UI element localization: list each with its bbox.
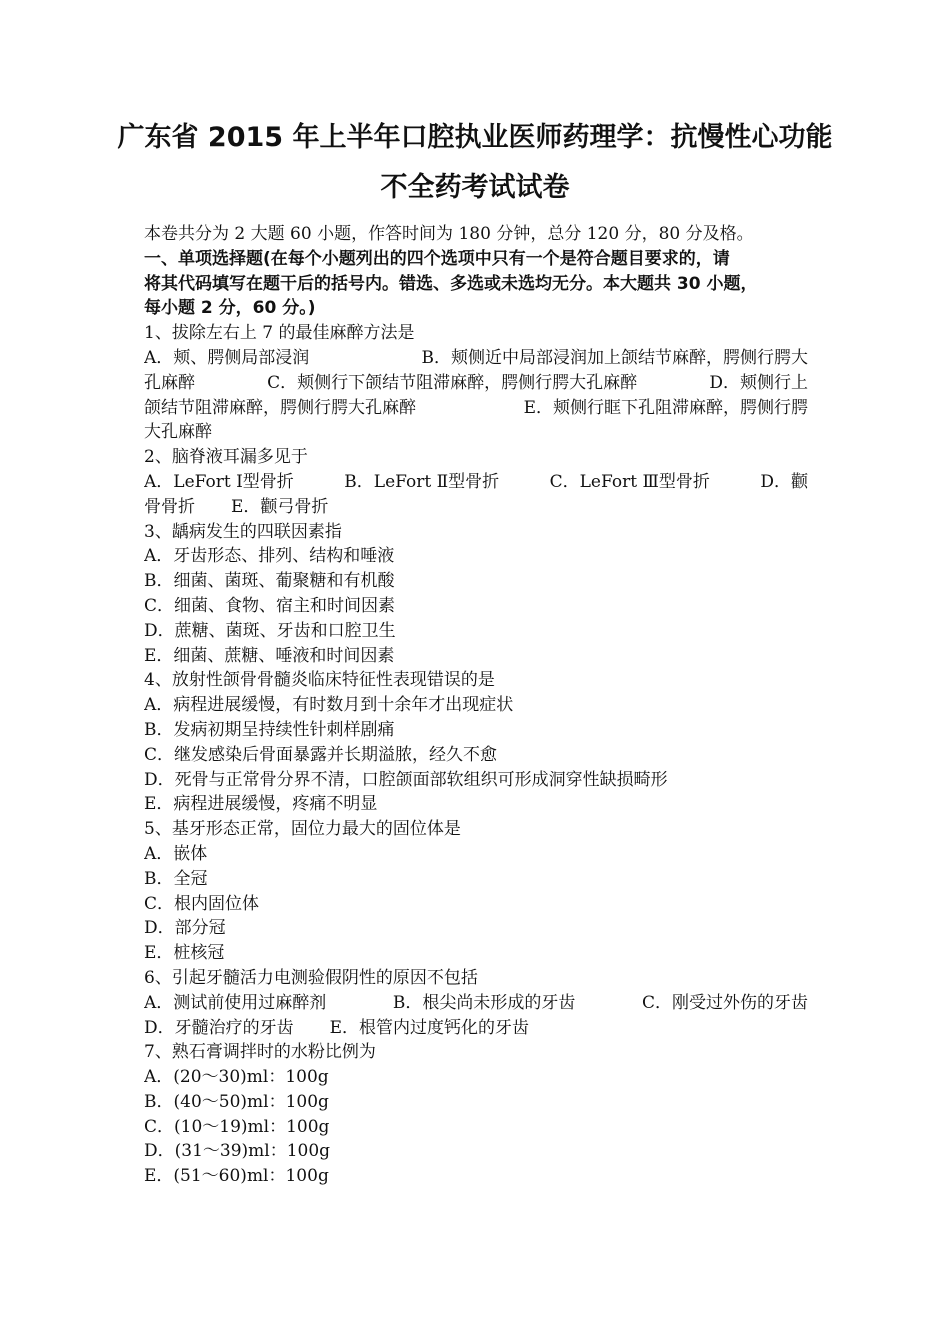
option-e: E．细菌、蔗糖、唾液和时间因素	[144, 645, 395, 666]
option-a: A．LeFort Ⅰ型骨折	[144, 471, 294, 492]
question-options-line	[144, 396, 808, 421]
option-d: D．牙髓治疗的牙齿	[144, 1017, 294, 1038]
question-options-line	[144, 495, 808, 520]
option-c: C．细菌、食物、宿主和时间因素	[144, 595, 396, 616]
exam-intro: 本卷共分为 2 大题 60 小题，作答时间为 180 分钟，总分 120 分，80 分及格。	[144, 224, 754, 244]
question-stem: 5、基牙形态正常，固位力最大的固位体是	[144, 819, 461, 840]
question-stem: 4、放射性颌骨骨髓炎临床特征性表现错误的是	[144, 670, 495, 691]
option-d: D．颊侧行上	[709, 372, 808, 393]
option-a: A．颊、腭侧局部浸润	[144, 347, 310, 368]
question-options-line	[144, 991, 808, 1016]
option-d: D．蔗糖、菌斑、牙齿和口腔卫生	[144, 620, 396, 641]
option-b: B．细菌、菌斑、葡聚糖和有机酸	[144, 571, 395, 592]
question-options-line	[144, 346, 808, 371]
option-a: A．病程进展缓慢，有时数月到十余年才出现症状	[144, 695, 514, 716]
option-d-continued: 颌结节阻滞麻醉，腭侧行腭大孔麻醉	[144, 397, 416, 418]
option-b: B．(40～50)ml：100g	[144, 1091, 329, 1112]
option-d-continued: 骨骨折	[144, 496, 195, 517]
option-b: B．颊侧近中局部浸润加上颌结节麻醉，腭侧行腭大	[421, 347, 808, 368]
option-d: D．部分冠	[144, 918, 226, 939]
section-heading-line: 每小题 2 分，60 分。)	[144, 298, 316, 319]
document-body	[144, 222, 808, 1189]
document-title-line-1: 广东省 2015 年上半年口腔执业医师药理学：抗慢性心功能	[117, 122, 833, 153]
option-b: B．根尖尚未形成的牙齿	[392, 992, 576, 1013]
option-b-continued: 孔麻醉	[144, 372, 195, 393]
option-e: E．颊侧行眶下孔阻滞麻醉，腭侧行腭	[523, 397, 808, 418]
option-e: E．根管内过度钙化的牙齿	[329, 1017, 530, 1038]
question-options-line	[144, 1016, 808, 1041]
option-e: E．桩核冠	[144, 943, 225, 964]
option-c: C．(10～19)ml：100g	[144, 1116, 330, 1137]
option-e-continued: 大孔麻醉	[144, 422, 212, 443]
question-stem: 2、脑脊液耳漏多见于	[144, 447, 308, 468]
option-d: D．颧	[760, 471, 808, 492]
option-d: D．(31～39)ml：100g	[144, 1141, 331, 1162]
option-e: E．(51～60)ml：100g	[144, 1166, 329, 1187]
question-stem: 1、拔除左右上 7 的最佳麻醉方法是	[144, 323, 415, 344]
option-b: B．LeFort Ⅱ型骨折	[344, 471, 500, 492]
section-heading-line: 一、单项选择题(在每个小题列出的四个选项中只有一个是符合题目要求的，请	[144, 248, 730, 269]
question-stem: 6、引起牙髓活力电测验假阴性的原因不包括	[144, 967, 478, 988]
option-a: A．测试前使用过麻醉剂	[144, 992, 327, 1013]
question-stem: 7、熟石膏调拌时的水粉比例为	[144, 1042, 376, 1063]
option-a: A．嵌体	[144, 843, 208, 864]
option-d: D．死骨与正常骨分界不清，口腔颌面部软组织可形成洞穿性缺损畸形	[144, 769, 668, 790]
option-a: A．牙齿形态、排列、结构和唾液	[144, 546, 395, 567]
option-c: C．继发感染后骨面暴露并长期溢脓，经久不愈	[144, 744, 498, 765]
option-c: C．LeFort Ⅲ型骨折	[549, 471, 710, 492]
option-a: A．(20～30)ml：100g	[144, 1067, 329, 1088]
question-stem: 3、龋病发生的四联因素指	[144, 521, 342, 542]
document-title-line-2: 不全药考试试卷	[380, 172, 570, 203]
option-c: C．颊侧行下颌结节阻滞麻醉，腭侧行腭大孔麻醉	[267, 372, 638, 393]
option-c: C．刚受过外伤的牙齿	[641, 992, 808, 1013]
option-b: B．全冠	[144, 868, 208, 889]
question-options-line	[144, 371, 808, 396]
option-b: B．发病初期呈持续性针刺样剧痛	[144, 719, 395, 740]
section-heading-line: 将其代码填写在题干后的括号内。错选、多选或未选均无分。本大题共 30 小题，	[144, 273, 758, 294]
question-options-line	[144, 470, 808, 495]
option-e: E．颧弓骨折	[231, 496, 329, 517]
option-e: E．病程进展缓慢，疼痛不明显	[144, 794, 378, 815]
option-c: C．根内固位体	[144, 893, 260, 914]
